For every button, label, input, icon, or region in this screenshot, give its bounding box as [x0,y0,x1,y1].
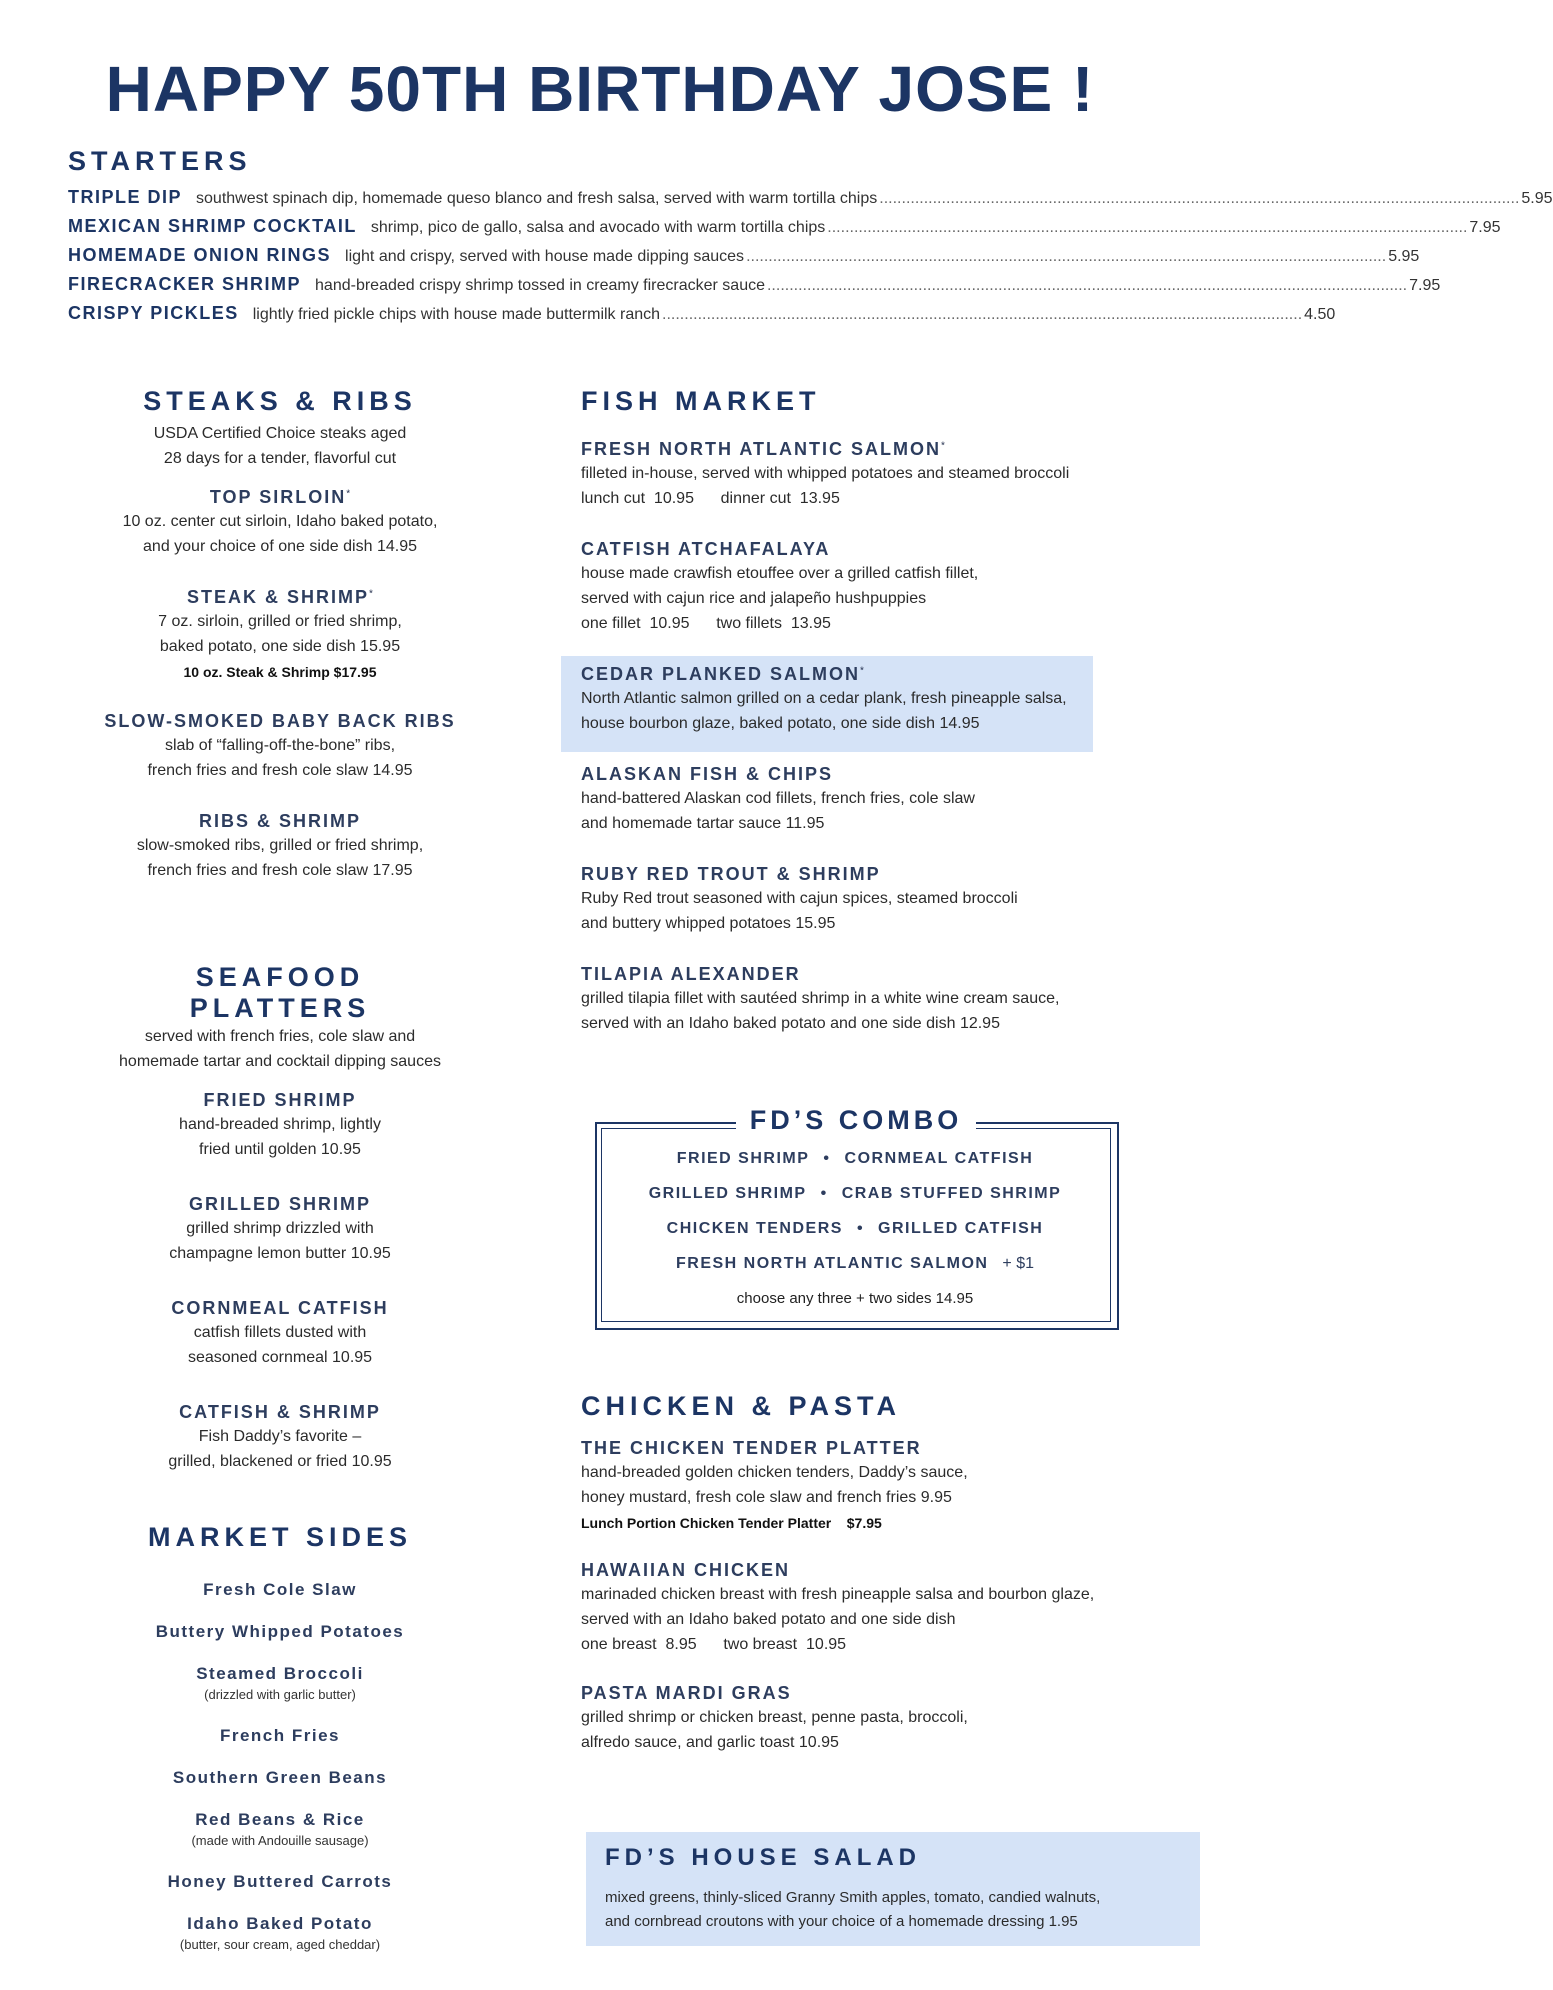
combo-heading: FD’S COMBO [736,1105,976,1136]
item-name: CATFISH & SHRIMP [179,1402,381,1422]
page-title: HAPPY 50TH BIRTHDAY JOSE ! [105,53,1095,125]
menu-item [100,1192,460,1266]
item-name: STEAK & SHRIMP [187,587,370,607]
item-desc: french fries and fresh cole slaw 14.95 [147,762,413,779]
starter-price: 7.95 [1469,219,1501,236]
starter-item [68,216,1501,245]
combo-option: GRILLED CATFISH [878,1220,1044,1237]
item-desc: 10 oz. center cut sirloin, Idaho baked potato, [122,513,438,530]
menu-item [581,762,1141,836]
menu-item [100,1400,460,1474]
starter-name: TRIPLE DIP [68,187,183,207]
item-sup: * [860,665,864,677]
item-desc: 7 oz. sirloin, grilled or fried shrimp, [158,613,402,630]
bullet-icon: • [823,1150,831,1167]
item-sup: * [346,488,351,500]
combo-option: CRAB STUFFED SHRIMP [841,1185,1062,1202]
item-name: SLOW-SMOKED BABY BACK RIBS [104,711,456,731]
starter-price: 5.95 [1388,248,1420,265]
item-desc: honey mustard, fresh cole slaw and french fries 9.95 [581,1489,952,1506]
item-name: CATFISH ATCHAFALAYA [581,539,831,559]
starter-desc: lightly fried pickle chips with house made buttermilk ranch [252,306,661,323]
item-desc: served with cajun rice and jalapeño hushpuppies [581,590,927,607]
side-item: French Fries [219,1726,341,1745]
item-name: TOP SIRLOIN [209,487,347,507]
starter-item [68,274,1441,303]
item-desc: fried until golden 10.95 [199,1141,361,1158]
side-item: Red Beans & Rice [195,1810,365,1829]
item-desc: champagne lemon butter 10.95 [169,1245,391,1262]
item-desc: alfredo sauce, and garlic toast 10.95 [581,1734,839,1751]
item-sup: * [940,440,945,452]
leader-dots: ................................................................................................................................................ [746,248,1387,265]
item-name: FRESH NORTH ATLANTIC SALMON [581,439,941,459]
menu-item [581,537,1141,636]
steaks-intro: 28 days for a tender, flavorful cut [163,450,397,467]
item-sup: * [369,588,373,600]
item-desc: North Atlantic salmon grilled on a cedar plank, fresh pineapple salsa, [581,690,1067,707]
menu-item [581,1436,1141,1534]
side-note: (made with Andouille sausage) [191,1833,369,1848]
item-desc: house made crawfish etouffee over a grilled catfish fillet, [581,565,979,582]
starter-name: HOMEMADE ONION RINGS [68,245,332,265]
item-desc: house bourbon glaze, baked potato, one side dish 14.95 [581,715,980,732]
item-desc: grilled shrimp drizzled with [186,1220,374,1237]
steaks-heading: STEAKS & RIBS [143,386,417,416]
starter-desc: hand-breaded crispy shrimp tossed in creamy firecracker sauce [315,277,765,294]
starter-item [68,245,1420,274]
seafood-section [100,962,460,1474]
side-item: Idaho Baked Potato [187,1914,373,1933]
starter-name: CRISPY PICKLES [68,303,239,323]
item-extra: Lunch Portion Chicken Tender Platter $7.95 [581,1515,882,1531]
item-desc: slab of “falling-off-the-bone” ribs, [164,737,396,754]
item-extra: 10 oz. Steak & Shrimp $17.95 [183,664,377,680]
item-desc: filleted in-house, served with whipped potatoes and steamed broccoli [581,465,1070,482]
starter-item [68,187,1553,216]
menu-item [581,962,1141,1036]
steaks-section [100,386,460,883]
item-desc: hand-breaded shrimp, lightly [179,1116,381,1133]
menu-item [581,1558,1141,1657]
item-desc: hand-battered Alaskan cod fillets, french fries, cole slaw [581,790,975,807]
starters-heading: STARTERS [68,146,252,176]
starter-item [68,303,1336,332]
item-name: CEDAR PLANKED SALMON [581,664,861,684]
combo-row [601,1185,1109,1203]
item-desc: grilled, blackened or fried 10.95 [168,1453,392,1470]
side-item: Southern Green Beans [172,1768,388,1787]
item-desc: Ruby Red trout seasoned with cajun spices, steamed broccoli [581,890,1018,907]
starter-desc: shrimp, pico de gallo, salsa and avocado with warm tortilla chips [370,219,826,236]
item-name: FRIED SHRIMP [203,1090,357,1110]
side-note: (butter, sour cream, aged cheddar) [179,1937,381,1952]
item-name: RUBY RED TROUT & SHRIMP [581,864,881,884]
starter-desc: light and crispy, served with house made dipping sauces [345,248,745,265]
menu-item [100,585,460,683]
item-desc: slow-smoked ribs, grilled or fried shrimp, [136,837,424,854]
chicken-section [581,1391,1141,1755]
item-name: HAWAIIAN CHICKEN [581,1560,791,1580]
leader-dots: ................................................................................................................................................ [766,277,1408,294]
item-desc: seasoned cornmeal 10.95 [187,1349,373,1366]
menu-item [581,437,1141,511]
item-desc: served with an Idaho baked potato and one side dish [581,1611,956,1628]
leader-dots: ................................................................................................................................................ [662,306,1303,323]
seafood-intro: homemade tartar and cocktail dipping sauces [119,1053,441,1070]
item-desc: and buttery whipped potatoes 15.95 [581,915,836,932]
salad-desc: and cornbread croutons with your choice of a homemade dressing 1.95 [605,1913,1078,1930]
side-item: Steamed Broccoli [196,1664,364,1683]
salad-desc: mixed greens, thinly-sliced Granny Smith apples, tomato, candied walnuts, [605,1889,1101,1906]
item-desc: grilled tilapia fillet with sautéed shrimp in a white wine cream sauce, [581,990,1060,1007]
combo-option: FRIED SHRIMP [676,1150,810,1167]
combo-option: GRILLED SHRIMP [648,1185,807,1202]
item-name: TILAPIA ALEXANDER [581,964,801,984]
combo-row [601,1150,1109,1168]
item-name: RIBS & SHRIMP [198,811,361,831]
bullet-icon: • [856,1220,865,1237]
steaks-intro: USDA Certified Choice steaks aged [153,425,407,442]
leader-dots: ................................................................................................................................................ [827,219,1468,236]
chicken-heading: CHICKEN & PASTA [581,1391,902,1421]
item-desc: french fries and fresh cole slaw 17.95 [147,862,413,879]
combo-upcharge: + $1 [1002,1255,1035,1272]
combo-option: CORNMEAL CATFISH [844,1150,1034,1167]
starter-price: 4.50 [1304,306,1336,323]
starter-desc: southwest spinach dip, homemade queso blanco and fresh salsa, served with warm tortilla chips [196,190,878,207]
menu-item [581,862,1141,936]
item-desc: Fish Daddy’s favorite – [198,1428,362,1445]
item-desc: hand-breaded golden chicken tenders, Daddy’s sauce, [581,1464,968,1481]
item-desc: and your choice of one side dish 14.95 [143,538,417,555]
menu-item [100,709,460,783]
bullet-icon: • [820,1185,828,1202]
side-item: Honey Buttered Carrots [167,1872,393,1891]
item-desc: served with an Idaho baked potato and one side dish 12.95 [581,1015,1000,1032]
starters-section [68,146,1553,332]
item-desc: one breast 8.95 two breast 10.95 [581,1636,847,1653]
item-desc: marinaded chicken breast with fresh pineapple salsa and bourbon glaze, [581,1586,1095,1603]
item-name: GRILLED SHRIMP [188,1194,371,1214]
salad-heading: FD’S HOUSE SALAD [605,1844,922,1871]
combo-option: CHICKEN TENDERS [666,1220,843,1237]
starter-price: 5.95 [1521,190,1553,207]
menu-item [100,1296,460,1370]
menu-item [100,1088,460,1162]
sides-heading: MARKET SIDES [147,1522,413,1552]
seafood-heading: SEAFOOD PLATTERS [189,962,371,1023]
menu-item [581,662,1141,736]
item-name: THE CHICKEN TENDER PLATTER [581,1438,922,1458]
seafood-intro: served with french fries, cole slaw and [144,1028,416,1045]
starter-price: 7.95 [1409,277,1441,294]
side-item: Fresh Cole Slaw [203,1580,357,1599]
starter-name: FIRECRACKER SHRIMP [68,274,302,294]
combo-footer: choose any three + two sides 14.95 [736,1290,974,1307]
item-desc: catfish fillets dusted with [193,1324,367,1341]
salad-section [605,1844,1195,1934]
fish-heading: FISH MARKET [581,386,821,416]
starter-name: MEXICAN SHRIMP COCKTAIL [68,216,357,236]
item-name: CORNMEAL CATFISH [171,1298,389,1318]
combo-row [601,1255,1109,1273]
item-desc: one fillet 10.95 two fillets 13.95 [581,615,831,632]
item-desc: grilled shrimp or chicken breast, penne pasta, broccoli, [581,1709,968,1726]
fish-section [581,386,1141,1036]
item-desc: lunch cut 10.95 dinner cut 13.95 [581,490,840,507]
side-note: (drizzled with garlic butter) [204,1687,356,1702]
item-desc: baked potato, one side dish 15.95 [159,638,401,655]
item-desc: and homemade tartar sauce 11.95 [581,815,825,832]
menu-item [100,485,460,559]
combo-option: FRESH NORTH ATLANTIC SALMON [675,1255,989,1272]
menu-item [581,1681,1141,1755]
side-item: Buttery Whipped Potatoes [155,1622,405,1641]
combo-row [601,1220,1109,1238]
menu-item [100,809,460,883]
item-name: PASTA MARDI GRAS [581,1683,792,1703]
item-name: ALASKAN FISH & CHIPS [581,764,834,784]
leader-dots: ................................................................................................................................................ [879,190,1520,207]
